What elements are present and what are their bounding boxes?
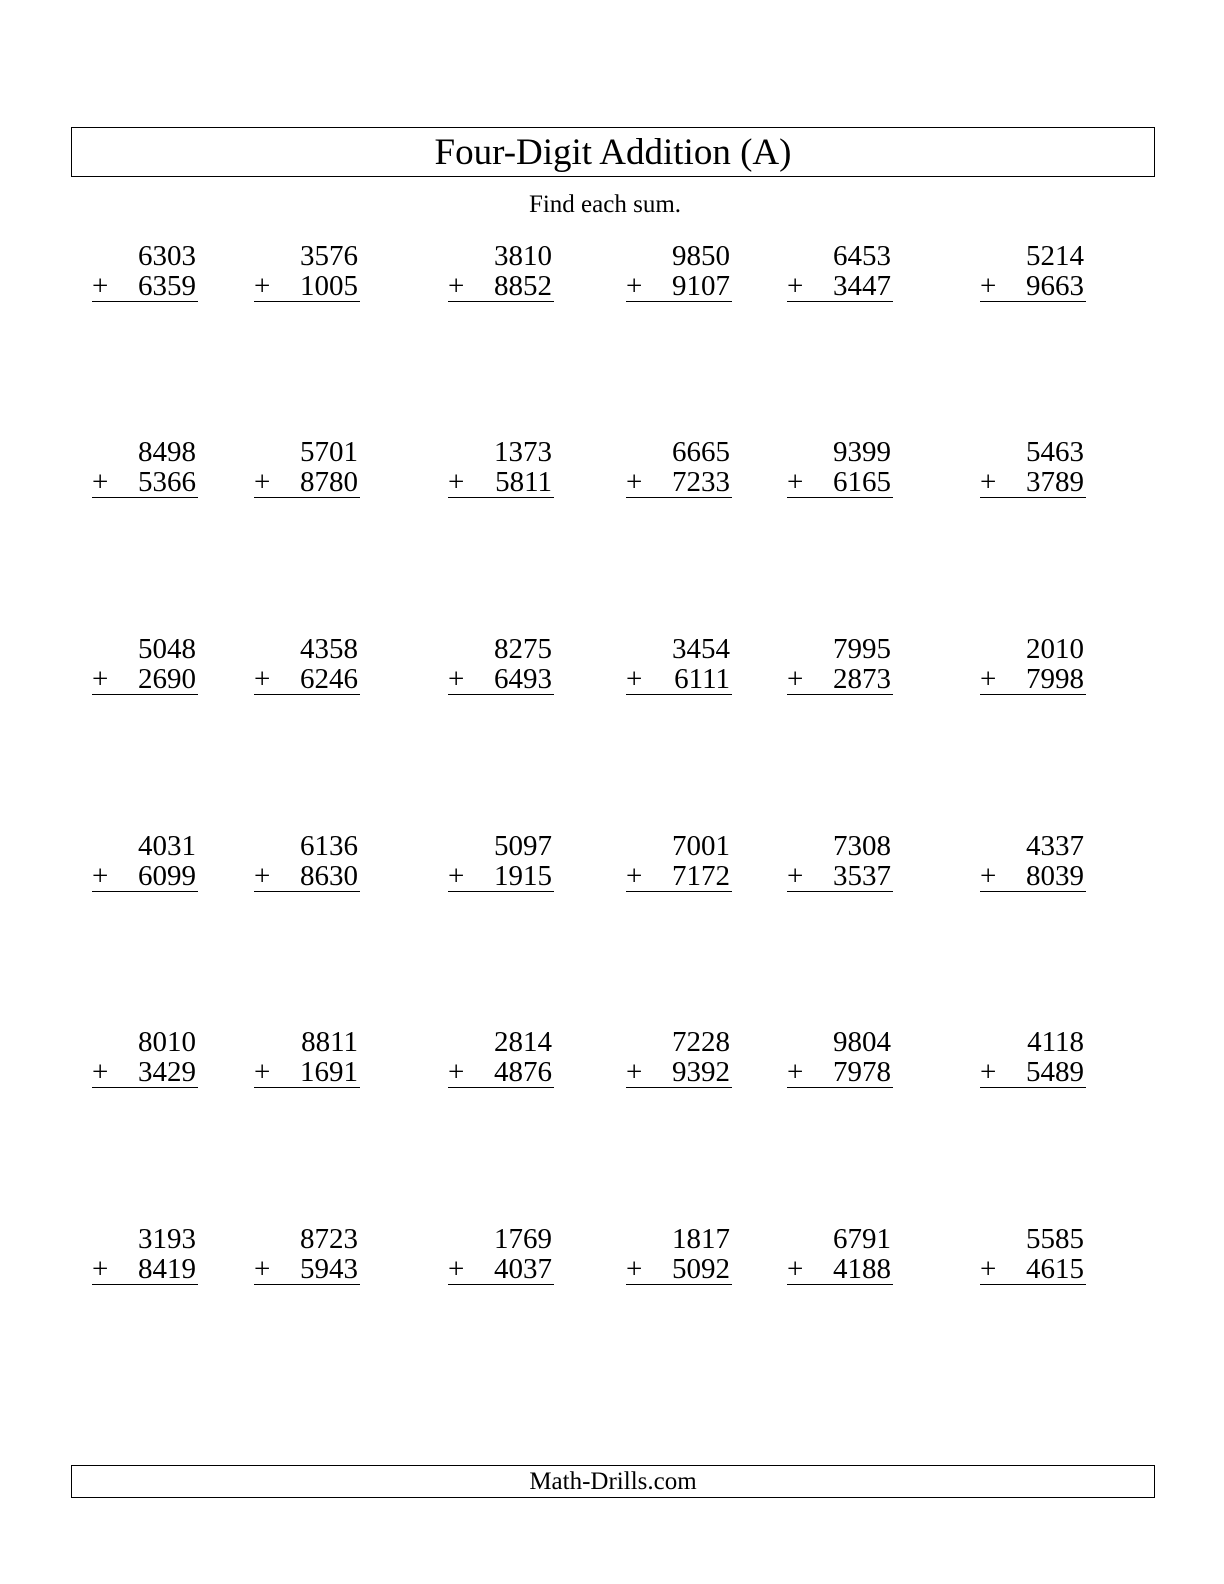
addition-problem xyxy=(980,1224,1086,1285)
bottom-addend-line xyxy=(448,1057,554,1088)
plus-sign: + xyxy=(448,466,465,498)
addition-problem xyxy=(254,1027,360,1088)
plus-sign: + xyxy=(626,270,643,302)
addition-problem xyxy=(626,1027,732,1088)
plus-sign: + xyxy=(448,1056,465,1088)
top-addend: 5097 xyxy=(494,830,552,862)
plus-sign: + xyxy=(787,270,804,302)
plus-sign: + xyxy=(92,1253,109,1285)
addition-problem xyxy=(448,437,554,498)
addition-problem xyxy=(787,831,893,892)
bottom-addend: 6493 xyxy=(494,663,552,695)
bottom-addend: 8039 xyxy=(1026,860,1084,892)
bottom-addend-line xyxy=(980,1057,1086,1088)
bottom-addend: 1691 xyxy=(300,1056,358,1088)
top-addend: 3193 xyxy=(138,1223,196,1255)
bottom-addend: 8630 xyxy=(300,860,358,892)
top-addend: 8010 xyxy=(138,1026,196,1058)
bottom-addend: 9392 xyxy=(672,1056,730,1088)
bottom-addend: 3789 xyxy=(1026,466,1084,498)
plus-sign: + xyxy=(626,1056,643,1088)
addition-problem xyxy=(92,1224,198,1285)
addition-problem xyxy=(787,241,893,302)
plus-sign: + xyxy=(626,860,643,892)
plus-sign: + xyxy=(448,1253,465,1285)
bottom-addend-line xyxy=(254,1057,360,1088)
addition-problem xyxy=(980,831,1086,892)
top-addend: 7995 xyxy=(833,633,891,665)
addition-problem xyxy=(980,437,1086,498)
bottom-addend-line xyxy=(254,664,360,695)
top-addend: 9804 xyxy=(833,1026,891,1058)
addition-problem xyxy=(980,634,1086,695)
bottom-addend: 8780 xyxy=(300,466,358,498)
addition-problem xyxy=(626,831,732,892)
plus-sign: + xyxy=(254,270,271,302)
addition-problem xyxy=(92,831,198,892)
bottom-addend: 8852 xyxy=(494,270,552,302)
bottom-addend: 1005 xyxy=(300,270,358,302)
bottom-addend-line xyxy=(787,467,893,498)
plus-sign: + xyxy=(254,466,271,498)
top-addend: 2010 xyxy=(1026,633,1084,665)
top-addend: 5585 xyxy=(1026,1223,1084,1255)
bottom-addend-line xyxy=(448,271,554,302)
addition-problem xyxy=(254,634,360,695)
bottom-addend: 7978 xyxy=(833,1056,891,1088)
addition-problem xyxy=(787,634,893,695)
addition-problem xyxy=(448,1224,554,1285)
plus-sign: + xyxy=(254,1056,271,1088)
bottom-addend-line xyxy=(254,467,360,498)
top-addend: 6303 xyxy=(138,240,196,272)
top-addend: 9399 xyxy=(833,436,891,468)
worksheet-title: Four-Digit Addition (A) xyxy=(71,127,1155,177)
bottom-addend: 3537 xyxy=(833,860,891,892)
plus-sign: + xyxy=(787,1253,804,1285)
top-addend: 8723 xyxy=(300,1223,358,1255)
bottom-addend-line xyxy=(92,664,198,695)
bottom-addend-line xyxy=(980,664,1086,695)
plus-sign: + xyxy=(448,860,465,892)
addition-problem xyxy=(448,831,554,892)
bottom-addend: 3447 xyxy=(833,270,891,302)
top-addend: 7001 xyxy=(672,830,730,862)
bottom-addend: 4615 xyxy=(1026,1253,1084,1285)
top-addend: 8498 xyxy=(138,436,196,468)
addition-problem xyxy=(254,831,360,892)
plus-sign: + xyxy=(92,466,109,498)
bottom-addend-line xyxy=(92,467,198,498)
bottom-addend: 7172 xyxy=(672,860,730,892)
bottom-addend-line xyxy=(448,861,554,892)
top-addend: 7228 xyxy=(672,1026,730,1058)
bottom-addend: 9663 xyxy=(1026,270,1084,302)
plus-sign: + xyxy=(787,466,804,498)
bottom-addend: 8419 xyxy=(138,1253,196,1285)
plus-sign: + xyxy=(92,1056,109,1088)
bottom-addend-line xyxy=(92,271,198,302)
plus-sign: + xyxy=(980,663,997,695)
addition-problem xyxy=(448,634,554,695)
top-addend: 6453 xyxy=(833,240,891,272)
bottom-addend: 5943 xyxy=(300,1253,358,1285)
addition-problem xyxy=(448,241,554,302)
bottom-addend: 5092 xyxy=(672,1253,730,1285)
plus-sign: + xyxy=(787,860,804,892)
addition-problem xyxy=(92,634,198,695)
plus-sign: + xyxy=(448,270,465,302)
bottom-addend: 7233 xyxy=(672,466,730,498)
bottom-addend-line xyxy=(787,1254,893,1285)
bottom-addend-line xyxy=(980,861,1086,892)
bottom-addend: 7998 xyxy=(1026,663,1084,695)
top-addend: 8811 xyxy=(301,1026,358,1058)
plus-sign: + xyxy=(92,860,109,892)
bottom-addend-line xyxy=(448,664,554,695)
bottom-addend-line xyxy=(448,467,554,498)
bottom-addend: 6165 xyxy=(833,466,891,498)
bottom-addend-line xyxy=(254,1254,360,1285)
addition-problem xyxy=(626,437,732,498)
top-addend: 3576 xyxy=(300,240,358,272)
footer: Math-Drills.com xyxy=(71,1465,1155,1498)
addition-problem xyxy=(254,437,360,498)
addition-problem xyxy=(980,1027,1086,1088)
top-addend: 4358 xyxy=(300,633,358,665)
bottom-addend: 6111 xyxy=(674,663,730,695)
bottom-addend-line xyxy=(787,1057,893,1088)
bottom-addend-line xyxy=(626,467,732,498)
bottom-addend: 6246 xyxy=(300,663,358,695)
top-addend: 1769 xyxy=(494,1223,552,1255)
instructions: Find each sum. xyxy=(528,191,682,218)
bottom-addend-line xyxy=(626,1254,732,1285)
top-addend: 5701 xyxy=(300,436,358,468)
bottom-addend-line xyxy=(92,1254,198,1285)
top-addend: 2814 xyxy=(494,1026,552,1058)
addition-problem xyxy=(626,1224,732,1285)
addition-problem xyxy=(92,241,198,302)
top-addend: 5463 xyxy=(1026,436,1084,468)
plus-sign: + xyxy=(626,663,643,695)
bottom-addend-line xyxy=(787,271,893,302)
addition-problem xyxy=(787,437,893,498)
plus-sign: + xyxy=(980,466,997,498)
plus-sign: + xyxy=(254,860,271,892)
bottom-addend: 3429 xyxy=(138,1056,196,1088)
top-addend: 1373 xyxy=(494,436,552,468)
plus-sign: + xyxy=(980,270,997,302)
top-addend: 8275 xyxy=(494,633,552,665)
addition-problem xyxy=(787,1027,893,1088)
bottom-addend-line xyxy=(92,1057,198,1088)
bottom-addend: 2873 xyxy=(833,663,891,695)
top-addend: 5214 xyxy=(1026,240,1084,272)
addition-problem xyxy=(254,1224,360,1285)
plus-sign: + xyxy=(254,1253,271,1285)
addition-problem xyxy=(626,634,732,695)
top-addend: 4337 xyxy=(1026,830,1084,862)
plus-sign: + xyxy=(92,270,109,302)
plus-sign: + xyxy=(92,663,109,695)
bottom-addend: 5366 xyxy=(138,466,196,498)
plus-sign: + xyxy=(626,466,643,498)
bottom-addend-line xyxy=(626,861,732,892)
bottom-addend: 9107 xyxy=(672,270,730,302)
bottom-addend: 4037 xyxy=(494,1253,552,1285)
bottom-addend-line xyxy=(787,861,893,892)
bottom-addend-line xyxy=(980,1254,1086,1285)
plus-sign: + xyxy=(980,1253,997,1285)
bottom-addend-line xyxy=(787,664,893,695)
top-addend: 5048 xyxy=(138,633,196,665)
top-addend: 6665 xyxy=(672,436,730,468)
bottom-addend-line xyxy=(626,664,732,695)
addition-problem xyxy=(92,1027,198,1088)
bottom-addend-line xyxy=(980,271,1086,302)
top-addend: 9850 xyxy=(672,240,730,272)
plus-sign: + xyxy=(626,1253,643,1285)
bottom-addend-line xyxy=(980,467,1086,498)
top-addend: 4031 xyxy=(138,830,196,862)
plus-sign: + xyxy=(254,663,271,695)
top-addend: 1817 xyxy=(672,1223,730,1255)
plus-sign: + xyxy=(980,1056,997,1088)
bottom-addend: 5489 xyxy=(1026,1056,1084,1088)
bottom-addend: 6099 xyxy=(138,860,196,892)
bottom-addend-line xyxy=(254,271,360,302)
plus-sign: + xyxy=(787,663,804,695)
bottom-addend-line xyxy=(626,1057,732,1088)
bottom-addend-line xyxy=(254,861,360,892)
bottom-addend: 6359 xyxy=(138,270,196,302)
bottom-addend-line xyxy=(626,271,732,302)
top-addend: 6791 xyxy=(833,1223,891,1255)
addition-problem xyxy=(254,241,360,302)
top-addend: 6136 xyxy=(300,830,358,862)
bottom-addend: 5811 xyxy=(495,466,552,498)
addition-problem xyxy=(787,1224,893,1285)
bottom-addend-line xyxy=(92,861,198,892)
bottom-addend: 1915 xyxy=(494,860,552,892)
plus-sign: + xyxy=(448,663,465,695)
addition-problem xyxy=(980,241,1086,302)
top-addend: 4118 xyxy=(1027,1026,1084,1058)
bottom-addend: 2690 xyxy=(138,663,196,695)
top-addend: 7308 xyxy=(833,830,891,862)
addition-problem xyxy=(448,1027,554,1088)
addition-problem xyxy=(626,241,732,302)
plus-sign: + xyxy=(787,1056,804,1088)
bottom-addend: 4188 xyxy=(833,1253,891,1285)
top-addend: 3454 xyxy=(672,633,730,665)
plus-sign: + xyxy=(980,860,997,892)
top-addend: 3810 xyxy=(494,240,552,272)
addition-problem xyxy=(92,437,198,498)
bottom-addend-line xyxy=(448,1254,554,1285)
bottom-addend: 4876 xyxy=(494,1056,552,1088)
